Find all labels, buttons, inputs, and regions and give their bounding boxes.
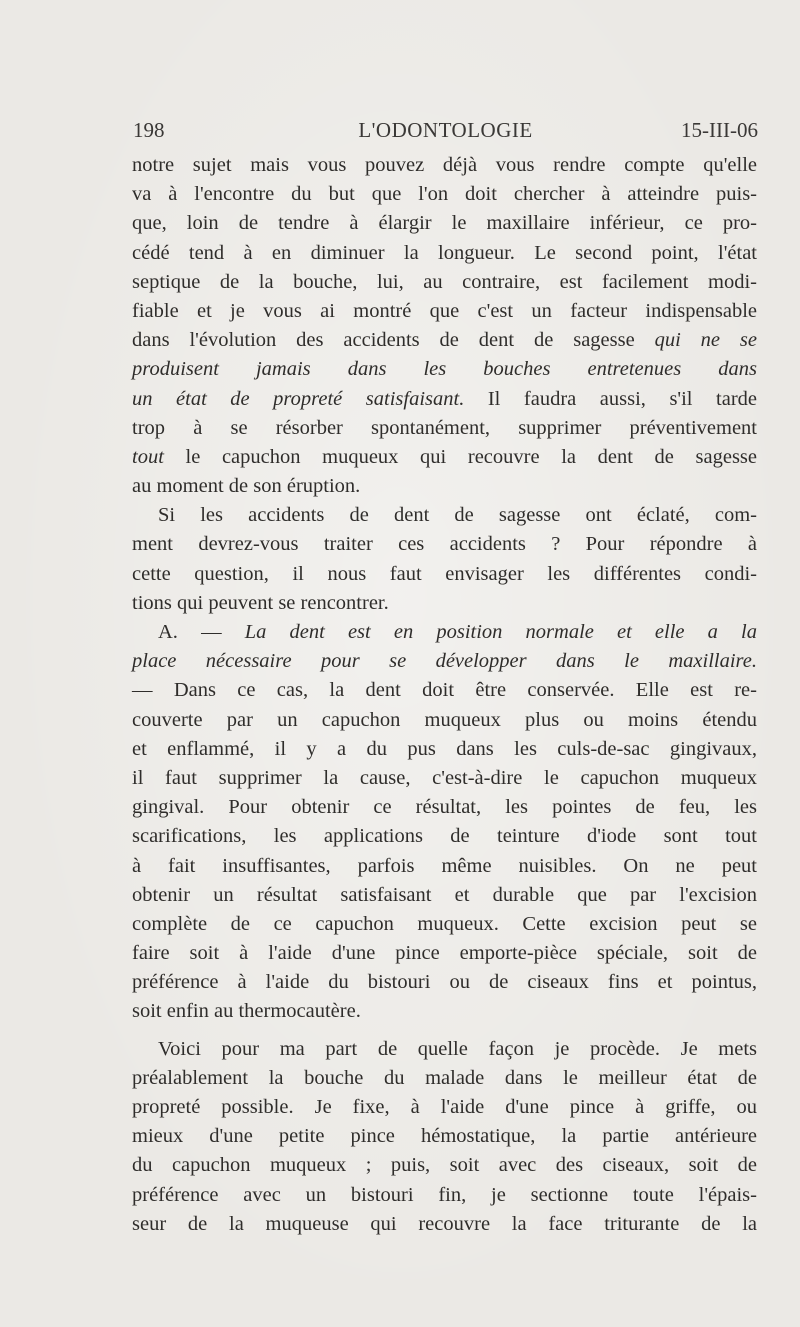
text-line: tions qui peuvent se rencontrer. [132,591,389,614]
text-line: préalablement la bouche du malade dans le meilleur état de [132,1066,757,1089]
text-line: au moment de son éruption. [132,475,361,498]
text-line: dans l'évolution des accidents de dent de sagesse qui ne se [132,329,757,352]
text-line: gingival. Pour obtenir ce résultat, les pointes de feu, les [132,796,757,819]
text-line: du capuchon muqueux ; puis, soit avec des ciseaux, soit de [132,1154,757,1177]
text-line: septique de la bouche, lui, au contraire, est facilement modi- [132,270,757,293]
text-line: obtenir un résultat satisfaisant et durable que par l'excision [132,883,757,906]
text-line: faire soit à l'aide d'une pince emporte-pièce spéciale, soit de [132,942,757,965]
text-line: il faut supprimer la cause, c'est-à-dire le capuchon muqueux [132,766,757,789]
text-line: complète de ce capuchon muqueux. Cette excision peut se [132,912,757,935]
text-line: couverte par un capuchon muqueux plus ou moins étendu [132,708,757,731]
text-line: cette question, il nous faut envisager les différentes condi- [132,562,757,585]
text-line: trop à se résorber spontanément, supprimer préventivement [132,416,757,439]
text-line: préférence avec un bistouri fin, je sectionne toute l'épais- [132,1183,757,1206]
text-line: un état de propreté satisfaisant. Il faudra aussi, s'il tarde [132,387,758,410]
italic-heading: place nécessaire pour se développer dans le maxillaire. [132,650,757,673]
journal-title: L'ODONTOLOGIE [358,118,533,142]
text-line: — Dans ce cas, la dent doit être conservée. Elle est re- [132,679,757,702]
text-line: tout le capuchon muqueux qui recouvre la dent de sagesse [132,445,757,468]
italic-emphasis: produisent jamais dans les bouches entretenues dans [132,358,757,381]
page-number: 198 [133,118,165,142]
issue-date: 15-III-06 [681,118,758,142]
text-line: Voici pour ma part de quelle façon je procède. Je mets [158,1037,757,1060]
italic-emphasis: tout [132,445,164,468]
text-line [132,647,757,676]
italic-emphasis: qui ne se [654,329,757,352]
text-line: cédé tend à en diminuer la longueur. Le second point, l'état [132,241,757,264]
text-line: fiable et je vous ai montré que c'est un facteur indispensable [132,299,757,322]
text-line: mieux d'une petite pince hémostatique, la partie antérieure [132,1125,757,1148]
text-line: A. — La dent est en position normale et elle a la [158,621,757,643]
body-text [132,151,757,1239]
text-line: va à l'encontre du but que l'on doit chercher à atteindre puis- [132,183,757,206]
text-line: que, loin de tendre à élargir le maxillaire inférieur, ce pro- [132,212,757,235]
italic-emphasis: un état de propreté satisfaisant. [132,387,465,410]
text-line [132,355,757,384]
text-line: seur de la muqueuse qui recouvre la face triturante de la [132,1212,757,1235]
italic-heading: La dent est en position normale et elle a la [244,621,757,643]
text-line: notre sujet mais vous pouvez déjà vous rendre compte qu'elle [132,154,757,176]
text-line: Si les accidents de dent de sagesse ont éclaté, com- [158,504,757,527]
running-head [133,118,758,146]
text-line: et enflammé, il y a du pus dans les culs-de-sac gingivaux, [132,737,757,760]
text-line: à fait insuffisantes, parfois même nuisibles. On ne peut [132,854,757,877]
text-line: préférence à l'aide du bistouri ou de ciseaux fins et pointus, [132,971,757,994]
text-line: scarifications, les applications de teinture d'iode sont tout [132,825,757,848]
text-line: propreté possible. Je fixe, à l'aide d'une pince à griffe, ou [132,1096,757,1118]
text-line: ment devrez-vous traiter ces accidents ? Pour répondre à [132,533,757,556]
text-line: soit enfin au thermocautère. [132,1000,361,1023]
